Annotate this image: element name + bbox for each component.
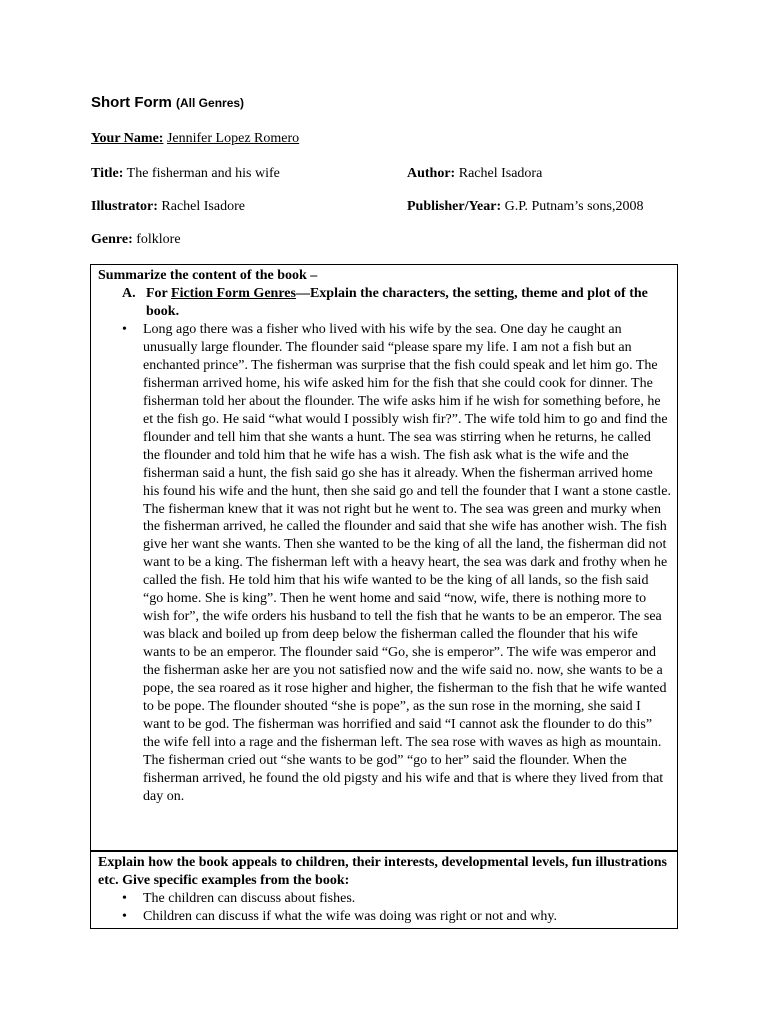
summary-paragraph: • Long ago there was a fisher who lived with his wife by the sea. One day he caught an unusually large flounder. The flounder said “please spare my life. I am not a fish but an enchanted prince”. The fisherman was surprise that the fish could speak and let him go. The fisherman arrived home, his wife asked him for the fish that she could cook for dinner. The fisherman told her about the flounder. The wife asks him if he wish for something before, he et the fish go. He said “what would I possibly wish fir?”. The wife told him to go and find the flounder and tell him that she wants a hunt. The sea was stirring when he returns, he called the flounder and told him that he wife has a wish. The fish ask what is the wife and the fisherman said a hunt, the fish said go she has it already. When the fisherman arrived home his found his wife and the hunt, then she said go and tell the founder that I want a stone castle. The fisherman knew that it was not right but he went to. The sea was green and murky when the fisherman arrived, he called the flounder and said that she wife has another wish. The fish give her want she wants. Then she wanted to be the king of all the land, the fisherman did not want to be a king. The fisherman left with a heavy heart, the sea was dark and frothy when he called the fish. He told him that his wife wanted to be the king of all lands, so the fish said “go home. She is king”. Then he went home and said “now, wife, there is nothing more to wish for”, the wife orders his husband to tell the fish that he wants to be an emperor. The sea was black and boiled up from deep below the fisherman called the flounder that his wife wants to be an emperor. The flounder said “Go, she is emperor”. The wife was emperor and the fisherman aske her are you not satisfied now and the wife said no. now, she wants to be a pope, the sea roared as it rose higher and higher, the fisherman to the fish that he wife wanted to be pope. The flounder shouted “she is pope”, as the sun rose in the morning, she said I want to be god. The fisherman was horrified and said “I cannot ask the flounder to do this” the wife fell into a rage and the fisherman left. The sea rose with waves as high as mountain. The fisherman cried out “she wants to be god” “go to her” said the flounder. When the fisherman arrived, he found the old pigsty and his wife and that is where they lived from that day on. — [98, 321, 671, 806]
appeal-bullet: • Children can discuss if what the wife was doing was right or not and why. — [98, 908, 671, 926]
fiction-form-genres-text: Fiction Form Genres — [171, 286, 296, 301]
publisher-label: Publisher/Year: — [407, 199, 502, 214]
illustrator-value: Rachel Isadore — [161, 199, 245, 214]
your-name-field — [91, 131, 299, 147]
genre-label: Genre: — [91, 232, 133, 247]
appeal-bullet: • The children can discuss about fishes. — [98, 890, 671, 908]
illustrator-field — [91, 199, 245, 215]
author-field — [407, 166, 542, 182]
your-name-value: Jennifer Lopez Romero — [166, 131, 300, 146]
your-name-label: Your Name: — [91, 131, 164, 146]
genre-field — [91, 232, 181, 248]
author-value: Rachel Isadora — [458, 166, 543, 181]
form-heading — [91, 94, 244, 111]
author-label: Author: — [407, 166, 456, 181]
publisher-field — [407, 199, 643, 215]
fiction-prompt-prefix: For — [146, 286, 172, 301]
illustrator-label: Illustrator: — [91, 199, 158, 214]
fiction-prompt-letter: A. — [122, 286, 136, 301]
appeal-heading: Explain how the book appeals to children, their interests, developmental levels, fun illustrations etc. Give specific examples from the book: — [98, 855, 667, 888]
title-label: Title: — [91, 166, 124, 181]
genre-value: folklore — [136, 232, 181, 247]
summary-box — [90, 264, 678, 851]
form-subtitle: (All Genres) — [176, 96, 245, 110]
fiction-prompt — [122, 285, 671, 321]
title-field — [91, 166, 280, 182]
title-value: The fisherman and his wife — [126, 166, 280, 181]
summary-heading: Summarize the content of the book – — [98, 268, 318, 283]
form-title: Short Form — [91, 94, 172, 111]
publisher-value: G.P. Putnam’s sons,2008 — [504, 199, 644, 214]
appeal-box — [90, 851, 678, 929]
fiction-prompt-rest: —Explain the characters, the setting, theme and plot of the book. — [146, 286, 648, 319]
